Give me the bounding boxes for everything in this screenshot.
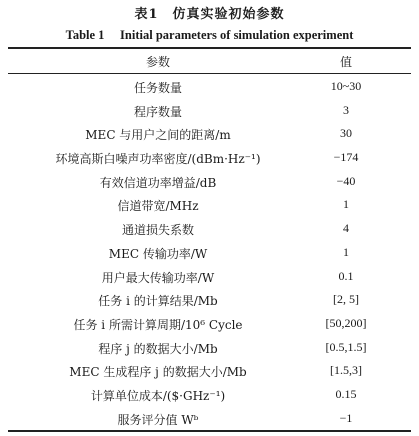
table-row bbox=[8, 406, 411, 430]
table-row bbox=[8, 240, 411, 264]
param-cell: 服务评分值 Wᵇ bbox=[117, 412, 199, 427]
param-cell: 有效信道功率增益/dB bbox=[99, 175, 217, 190]
header-value: 值 bbox=[339, 55, 352, 69]
table-row bbox=[8, 287, 411, 311]
table-row bbox=[8, 311, 411, 335]
table-row bbox=[8, 169, 411, 193]
value-cell: [1.5,3] bbox=[330, 363, 362, 378]
table-header-row bbox=[8, 49, 411, 73]
value-cell: 1 bbox=[343, 244, 349, 259]
table-title-cn: 表1 仿真实验初始参数 bbox=[134, 7, 285, 22]
value-cell: −40 bbox=[336, 173, 356, 188]
table-row bbox=[8, 121, 411, 145]
param-cell: MEC 生成程序 j 的数据大小/Mb bbox=[69, 365, 247, 380]
param-cell: 通道损失系数 bbox=[121, 223, 194, 238]
table-row bbox=[8, 382, 411, 406]
table-row bbox=[8, 264, 411, 288]
param-cell: 信道带宽/MHz bbox=[117, 199, 199, 214]
value-cell: [0.5,1.5] bbox=[325, 339, 367, 354]
param-cell: 任务 i 的计算结果/Mb bbox=[98, 294, 218, 309]
value-cell: −1 bbox=[339, 410, 353, 425]
table-row bbox=[8, 145, 411, 169]
param-cell: 任务数量 bbox=[133, 81, 182, 95]
value-cell: 0.15 bbox=[335, 386, 357, 401]
value-cell: 3 bbox=[343, 102, 349, 117]
table-row bbox=[8, 192, 411, 216]
value-cell: −174 bbox=[333, 150, 359, 165]
value-cell: 0.1 bbox=[338, 268, 354, 283]
value-cell: 10~30 bbox=[330, 79, 362, 93]
param-cell: 程序 j 的数据大小/Mb bbox=[98, 341, 218, 356]
table-title-en: Table 1 Initial parameters of simulation experiment bbox=[65, 28, 354, 42]
param-cell: 任务 i 所需计算周期/10⁶ Cycle bbox=[73, 317, 243, 332]
table-row bbox=[8, 74, 411, 98]
param-cell: 程序数量 bbox=[133, 104, 182, 119]
param-cell: MEC 传输功率/W bbox=[108, 246, 208, 261]
table-row bbox=[8, 216, 411, 240]
table-row bbox=[8, 358, 411, 382]
param-cell: 计算单位成本/($·GHz⁻¹) bbox=[90, 388, 226, 403]
table-body bbox=[8, 74, 411, 429]
value-cell: [2, 5] bbox=[333, 292, 359, 307]
value-cell: 30 bbox=[340, 126, 352, 141]
param-cell: 环境高斯白噪声功率密度/(dBm·Hz⁻¹) bbox=[55, 152, 261, 167]
table-bottom-rule bbox=[8, 430, 411, 432]
param-cell: 用户最大传输功率/W bbox=[101, 270, 215, 285]
value-cell: [50,200] bbox=[325, 315, 367, 330]
value-cell: 1 bbox=[343, 197, 349, 212]
table-row bbox=[8, 98, 411, 122]
param-cell: MEC 与用户之间的距离/m bbox=[85, 128, 231, 143]
table-row bbox=[8, 335, 411, 359]
value-cell: 4 bbox=[343, 221, 349, 236]
header-param: 参数 bbox=[145, 55, 170, 69]
